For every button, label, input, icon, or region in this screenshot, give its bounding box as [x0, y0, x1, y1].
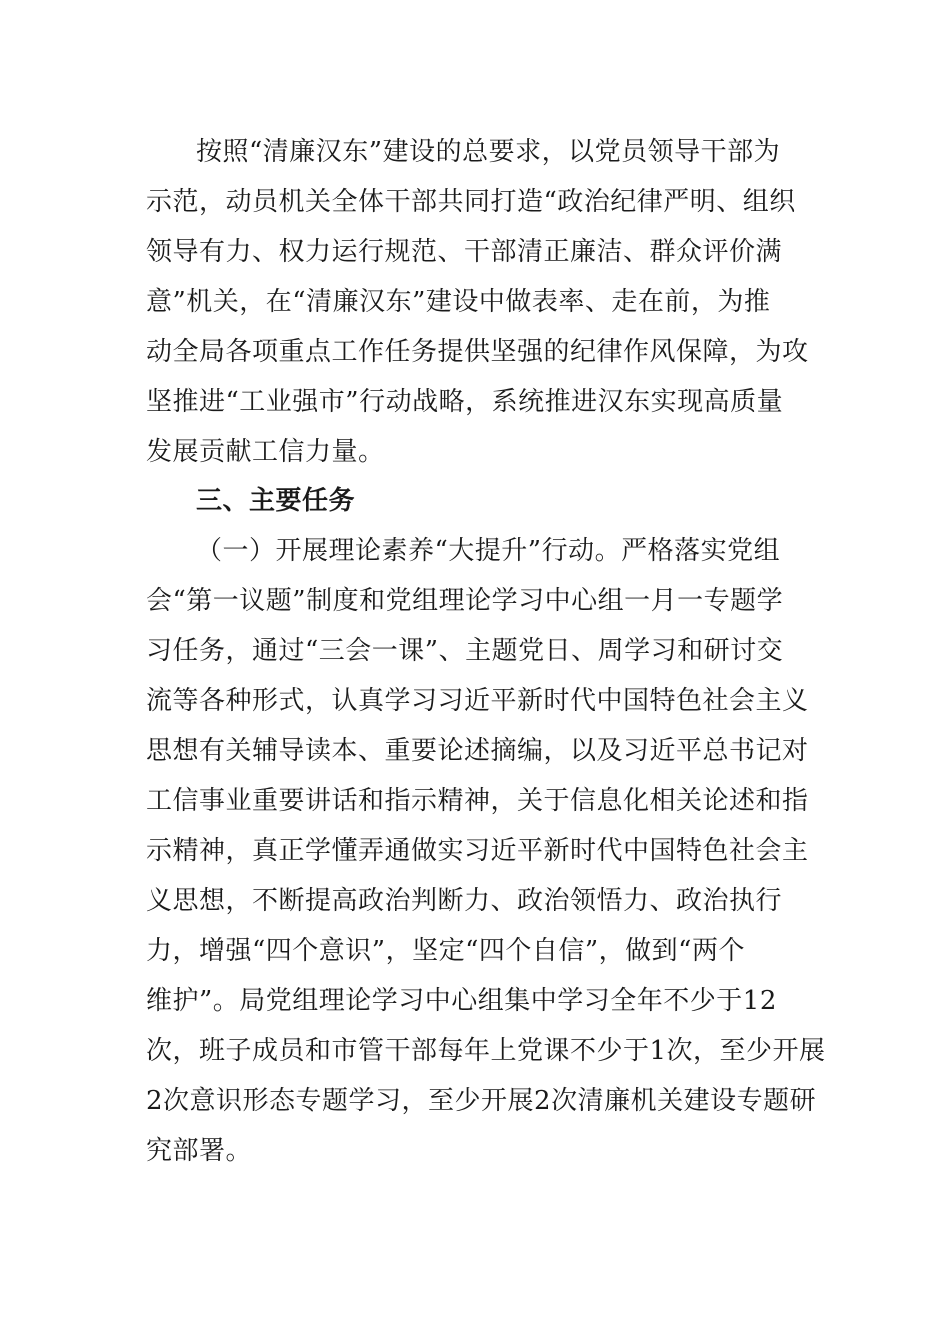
paragraph-2-line-6: 工信事业重要讲话和指示精神，关于信息化相关论述和指 — [146, 786, 809, 816]
paragraph-2-line-9: 力，增强“四个意识”，坚定“四个自信”，做到“两个 — [146, 936, 745, 966]
paragraph-2-line-11: 次，班子成员和市管干部每年上党课不少于1次，至少开展 — [146, 1036, 826, 1066]
paragraph-1-line-2: 示范，动员机关全体干部共同打造“政治纪律严明、组织 — [146, 187, 796, 217]
paragraph-1-line-7: 发展贡献工信力量。 — [146, 437, 385, 467]
paragraph-2-line-12: 2次意识形态专题学习，至少开展2次清廉机关建设专题研 — [146, 1086, 817, 1116]
paragraph-2-line-2: 会“第一议题”制度和党组理论学习中心组一月一专题学 — [146, 586, 784, 616]
paragraph-2-line-7: 示精神，真正学懂弄通做实习近平新时代中国特色社会主 — [146, 836, 809, 866]
section-heading: 三、主要任务 — [196, 486, 356, 516]
paragraph-2-line-3: 习任务，通过“三会一课”、主题党日、周学习和研讨交 — [146, 636, 784, 666]
paragraph-1-line-1: 按照“清廉汉东”建设的总要求，以党员领导干部为 — [196, 137, 781, 167]
paragraph-2-line-13: 究部署。 — [146, 1136, 253, 1166]
paragraph-1-line-6: 坚推进“工业强市”行动战略，系统推进汉东实现高质量 — [146, 387, 784, 417]
paragraph-2-line-1: （一）开展理论素养“大提升”行动。严格落实党组 — [196, 536, 781, 566]
paragraph-2-line-5: 思想有关辅导读本、重要论述摘编，以及习近平总书记对 — [146, 736, 809, 766]
paragraph-2-line-4: 流等各种形式，认真学习习近平新时代中国特色社会主义 — [146, 686, 809, 716]
paragraph-1-line-5: 动全局各项重点工作任务提供坚强的纪律作风保障，为攻 — [146, 337, 809, 367]
paragraph-2-line-10: 维护”。局党组理论学习中心组集中学习全年不少于12 — [146, 986, 777, 1016]
paragraph-2-line-8: 义思想，不断提高政治判断力、政治领悟力、政治执行 — [146, 886, 783, 916]
paragraph-1-line-4: 意”机关，在“清廉汉东”建设中做表率、走在前，为推 — [146, 287, 771, 317]
paragraph-1-line-3: 领导有力、权力运行规范、干部清正廉洁、群众评价满 — [146, 237, 783, 267]
